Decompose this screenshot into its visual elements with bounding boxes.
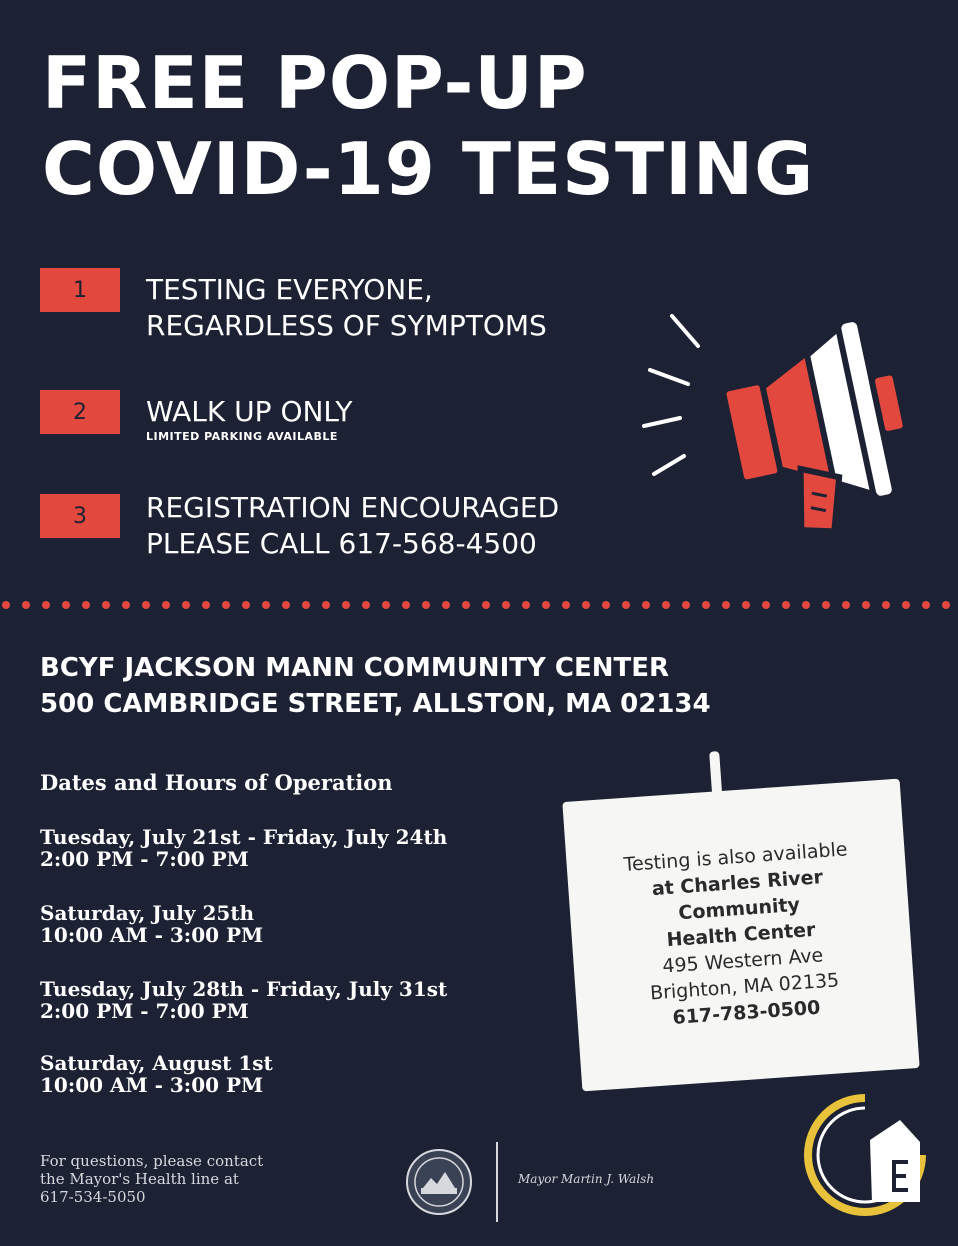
date-entry-3 bbox=[40, 978, 447, 1022]
megaphone-icon bbox=[630, 288, 930, 548]
info-item-1-line-1: TESTING EVERYONE, bbox=[146, 273, 433, 306]
info-item-1-line-2: REGARDLESS OF SYMPTOMS bbox=[146, 309, 547, 342]
date-entry-2 bbox=[40, 902, 263, 946]
footer-divider bbox=[496, 1142, 498, 1222]
venue-address: 500 CAMBRIDGE STREET, ALLSTON, MA 02134 bbox=[40, 689, 711, 719]
info-item-2-line-1: WALK UP ONLY bbox=[146, 395, 353, 428]
number-badge-3: 3 bbox=[40, 494, 120, 538]
date-days: Tuesday, July 21st - Friday, July 24th bbox=[40, 825, 448, 849]
title-line-2: COVID-19 TESTING bbox=[42, 127, 815, 211]
health-center-logo-icon bbox=[800, 1090, 930, 1220]
mayor-signature: Mayor Martin J. Walsh bbox=[518, 1172, 655, 1186]
city-seal-icon bbox=[405, 1148, 473, 1216]
date-hours: 2:00 PM - 7:00 PM bbox=[40, 847, 249, 871]
date-entry-1 bbox=[40, 826, 447, 870]
venue-block bbox=[40, 650, 711, 722]
number-badge-2: 2 bbox=[40, 390, 120, 434]
venue-name: BCYF JACKSON MANN COMMUNITY CENTER bbox=[40, 653, 669, 683]
number-badge-1: 1 bbox=[40, 268, 120, 312]
alternate-site-note bbox=[562, 779, 919, 1092]
note-line-1: Testing is also available bbox=[622, 838, 849, 876]
contact-line-2: the Mayor's Health line at bbox=[40, 1170, 239, 1188]
date-hours: 10:00 AM - 3:00 PM bbox=[40, 923, 264, 947]
info-item-1 bbox=[40, 268, 547, 344]
date-days: Saturday, July 25th bbox=[40, 901, 255, 925]
date-hours: 10:00 AM - 3:00 PM bbox=[40, 1073, 264, 1097]
title-line-1: FREE POP-UP bbox=[42, 41, 588, 125]
poster-title bbox=[42, 40, 814, 212]
note-line-2: at Charles River bbox=[651, 866, 824, 901]
info-item-2 bbox=[40, 390, 352, 444]
note-phone: 617-783-0500 bbox=[671, 996, 822, 1029]
info-item-3-line-2: PLEASE CALL 617-568-4500 bbox=[146, 527, 537, 560]
info-item-2-subtext: LIMITED PARKING AVAILABLE bbox=[146, 430, 338, 443]
date-entry-4 bbox=[40, 1052, 273, 1096]
note-line-4: Health Center bbox=[665, 918, 817, 952]
note-line-5: 495 Western Ave bbox=[661, 944, 824, 978]
date-days: Saturday, August 1st bbox=[40, 1051, 273, 1075]
contact-line-1: For questions, please contact bbox=[40, 1152, 264, 1170]
date-days: Tuesday, July 28th - Friday, July 31st bbox=[40, 977, 448, 1001]
info-item-3 bbox=[40, 491, 560, 562]
info-item-3-line-1: REGISTRATION ENCOURAGED bbox=[146, 491, 560, 524]
contact-line-3: 617-534-5050 bbox=[40, 1188, 146, 1206]
note-line-6: Brighton, MA 02135 bbox=[649, 969, 840, 1005]
dotted-divider bbox=[0, 598, 958, 612]
note-line-3: Community bbox=[677, 893, 801, 925]
contact-info bbox=[40, 1152, 370, 1206]
date-hours: 2:00 PM - 7:00 PM bbox=[40, 999, 249, 1023]
dates-heading: Dates and Hours of Operation bbox=[40, 770, 393, 795]
